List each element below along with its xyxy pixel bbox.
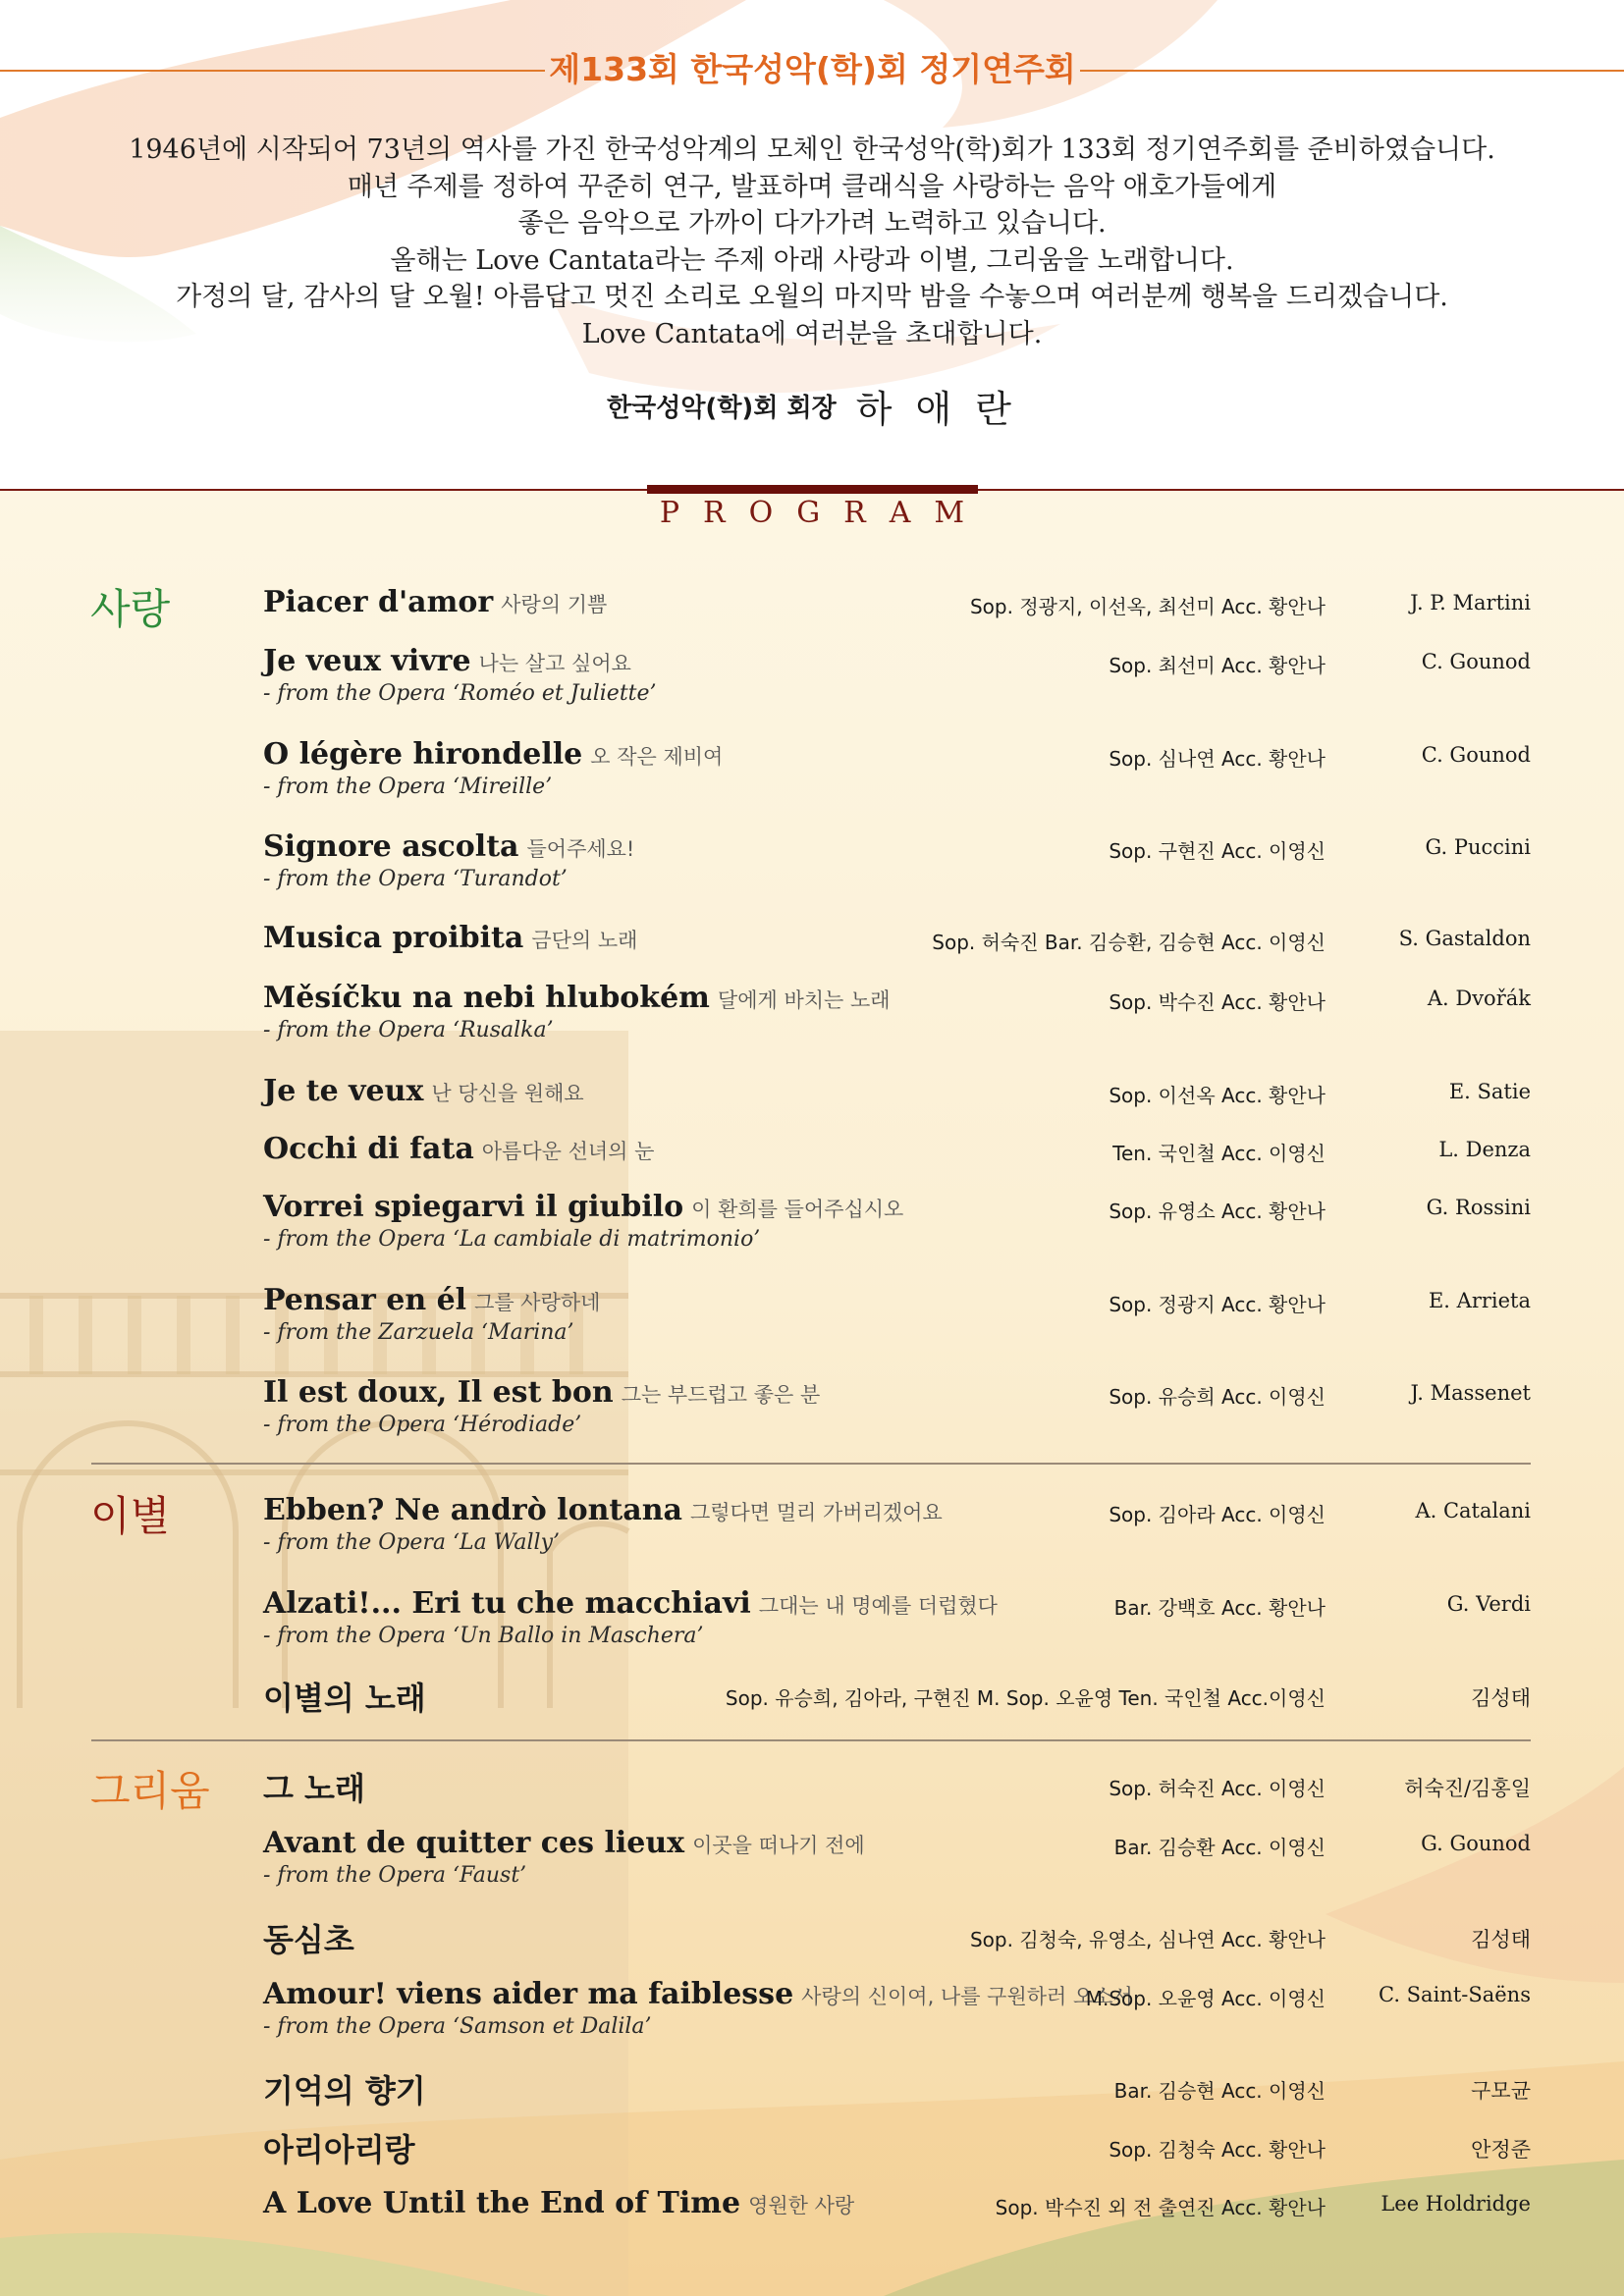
piece-korean-title: 아름다운 선녀의 눈 [481,1140,655,1163]
program-entry [0,2186,1624,2265]
program-entry [0,1493,1624,1572]
piece-korean-title: 이 환희를 들어주십시오 [691,1198,904,1221]
program-entry [0,644,1624,722]
performers: Bar. 강백호 Acc. 황안나 [1113,1596,1326,1620]
section-label: 사랑 [90,585,171,633]
intro-paragraph [98,132,1526,352]
intro-line: 좋은 음악으로 가까이 다가가려 노력하고 있습니다. [517,208,1107,239]
piece-title: 동심초 [263,1921,354,1958]
piece-title: Musica proibita [263,921,524,955]
piece-source: - from the Opera ‘Samson et Dalila’ [263,2014,652,2039]
composer: 구모균 [1471,2079,1531,2103]
composer: J. P. Martini [1410,591,1531,614]
piece-title-line [263,1764,365,1809]
program-entry [0,1977,1624,2056]
piece-title: Alzati!... Eri tu che macchiavi [263,1586,751,1621]
program-entry [0,737,1624,816]
performers: Sop. 박수진 Acc. 황안나 [1109,990,1326,1014]
piece-source: - from the Zarzuela ‘Marina’ [263,1320,574,1345]
composer: 김성태 [1471,1928,1531,1951]
piece-title: O légère hirondelle [263,737,583,772]
piece-title-line [263,921,637,955]
piece-title-line [263,585,607,619]
intro-line: 매년 주제를 정하여 꾸준히 연구, 발표하며 클래식을 사랑하는 음악 애호가들에게 [347,171,1277,202]
piece-korean-title: 금단의 노래 [531,929,638,952]
piece-title-line [263,1190,903,1224]
composer: 김성태 [1471,1686,1531,1710]
piece-korean-title: 들어주세요! [526,837,635,861]
piece-title-line [263,644,631,678]
piece-source: - from the Opera ‘Faust’ [263,1863,527,1888]
piece-korean-title: 사랑의 기쁨 [501,593,608,616]
program-heading: PROGRAM [659,496,989,530]
section-divider [91,1463,1531,1465]
performers: Sop. 박수진 외 전 출연진 Acc. 황안나 [995,2196,1326,2219]
piece-title: Je te veux [263,1074,424,1108]
intro-line: Love Cantata에 여러분을 초대합니다. [581,318,1043,349]
piece-title-line [263,1074,584,1108]
performers: Sop. 허숙진 Bar. 김승환, 김승현 Acc. 이영신 [932,931,1326,954]
piece-title-line [263,829,634,864]
piece-title-line [263,1977,1133,2011]
composer: J. Massenet [1410,1381,1531,1405]
piece-source: - from the Opera ‘Rusalka’ [263,1018,554,1042]
composer: E. Arrieta [1428,1289,1531,1312]
section-label: 이별 [90,1492,171,1540]
piece-title-line [263,1586,998,1621]
piece-title: Pensar en él [263,1283,467,1317]
program-entry [0,1677,1624,1755]
piece-title: 그 노래 [263,1770,365,1807]
piece-title-line [263,2066,426,2111]
piece-title: Ebben? Ne andrò lontana [263,1493,682,1527]
performers: Sop. 김청숙, 유영소, 심나연 Acc. 황안나 [969,1928,1326,1951]
piece-title-line [263,1375,820,1410]
piece-source: - from the Opera ‘Un Ballo in Maschera’ [263,1624,704,1648]
piece-source: - from the Opera ‘La Wally’ [263,1530,560,1555]
piece-title: 기억의 향기 [263,2072,426,2109]
performers: Bar. 김승환 Acc. 이영신 [1113,1836,1326,1859]
program-entry [0,981,1624,1059]
title-rule-right [1080,70,1624,72]
program-accent-bar [647,485,978,494]
piece-title: Occhi di fata [263,1132,474,1166]
composer: A. Catalani [1415,1499,1531,1522]
performers: Sop. 심나연 Acc. 황안나 [1109,747,1326,771]
piece-korean-title: 그를 사랑하네 [474,1291,601,1314]
piece-title: Je veux vivre [263,644,471,678]
composer: G. Verdi [1446,1592,1531,1616]
intro-line: 가정의 달, 감사의 달 오월! 아름답고 멋진 소리로 오월의 마지막 밤을 수놓으며 여러분께 행복을 드리겠습니다. [176,282,1448,312]
piece-title: Signore ascolta [263,829,519,864]
intro-line: 1946년에 시작되어 73년의 역사를 가진 한국성악계의 모체인 한국성악(학)회가 133회 정기연주회를 준비하였습니다. [129,134,1495,165]
piece-korean-title: 오 작은 제비여 [590,745,724,769]
performers: Sop. 유승희 Acc. 이영신 [1109,1385,1326,1409]
president-name: 하 애 란 [855,388,1018,431]
composer: C. Gounod [1421,743,1531,767]
piece-korean-title: 그대는 내 명예를 더럽혔다 [758,1594,998,1618]
piece-title: Amour! viens aider ma faiblesse [263,1977,794,2011]
piece-title: A Love Until the End of Time [263,2186,741,2220]
performers: Sop. 유승희, 김아라, 구현진 M. Sop. 오윤영 Ten. 국인철 Acc.이영신 [725,1686,1326,1710]
piece-title-line [263,981,891,1015]
piece-korean-title: 그는 부드럽고 좋은 분 [621,1383,821,1407]
composer: A. Dvořák [1427,987,1531,1010]
composer: S. Gastaldon [1398,927,1531,950]
composer: E. Satie [1448,1080,1531,1103]
piece-title: Il est doux, Il est bon [263,1375,614,1410]
piece-source: - from the Opera ‘Roméo et Juliette’ [263,681,657,706]
concert-title: 제133회 한국성악(학)회 정기연주회 [549,50,1076,88]
president-role: 한국성악(학)회 회장 [606,394,837,423]
composer: G. Rossini [1426,1196,1531,1219]
composer: 안정준 [1471,2138,1531,2162]
composer: Lee Holdridge [1380,2192,1531,2216]
performers: Sop. 정광지 Acc. 황안나 [1109,1293,1326,1316]
piece-title-line [263,737,723,772]
title-row [0,44,1624,93]
program-entry [0,1375,1624,1454]
performers: Sop. 김청숙 Acc. 황안나 [1109,2138,1326,2162]
composer: L. Denza [1438,1138,1531,1161]
section-label: 그리움 [90,1767,210,1815]
president-signature [0,379,1624,433]
performers: M.Sop. 오윤영 Acc. 이영신 [1085,1987,1326,2010]
piece-title: Avant de quitter ces lieux [263,1826,685,1860]
performers: Ten. 국인철 Acc. 이영신 [1112,1142,1326,1165]
performers: Sop. 최선미 Acc. 황안나 [1109,654,1326,677]
composer: C. Saint-Saëns [1379,1983,1531,2006]
piece-korean-title: 그렇다면 멀리 가버리겠어요 [689,1501,943,1524]
piece-title: Měsíčku na nebi hlubokém [263,981,710,1015]
piece-title-line [263,1826,865,1860]
performers: Sop. 정광지, 이선옥, 최선미 Acc. 황안나 [969,595,1326,618]
piece-korean-title: 이곳을 떠나기 전에 [692,1834,865,1857]
piece-title: Vorrei spiegarvi il giubilo [263,1190,684,1224]
piece-source: - from the Opera ‘Hérodiade’ [263,1413,582,1437]
piece-source: - from the Opera ‘Mireille’ [263,774,553,799]
piece-title-line [263,1283,600,1317]
intro-line: 올해는 Love Cantata라는 주제 아래 사랑과 이별, 그리움을 노래합니다. [390,244,1234,276]
performers: Sop. 이선옥 Acc. 황안나 [1109,1084,1326,1107]
performers: Sop. 구현진 Acc. 이영신 [1109,839,1326,863]
program-entry [0,829,1624,908]
program-entry [0,1190,1624,1268]
section-divider [91,1739,1531,1741]
performers: Bar. 김승현 Acc. 이영신 [1113,2079,1326,2103]
program-entry [0,1586,1624,1665]
piece-title: 이별의 노래 [263,1680,426,1717]
title-rule-left [0,70,545,72]
piece-source: - from the Opera ‘Turandot’ [263,867,568,891]
piece-title-line [263,1132,654,1166]
performers: Sop. 허숙진 Acc. 이영신 [1109,1777,1326,1800]
piece-korean-title: 달에게 바치는 노래 [717,988,891,1012]
piece-korean-title: 사랑의 신이여, 나를 구원하러 오소서 [801,1985,1133,2008]
piece-korean-title: 나는 살고 싶어요 [478,652,631,675]
performers: Sop. 김아라 Acc. 이영신 [1109,1503,1326,1526]
piece-title-line [263,1674,426,1719]
composer: G. Puccini [1425,835,1531,859]
piece-title-line [263,2186,854,2220]
performers: Sop. 유영소 Acc. 황안나 [1109,1200,1326,1223]
piece-korean-title: 영원한 사랑 [748,2194,855,2217]
composer: G. Gounod [1421,1832,1531,1855]
composer: 허숙진/김홍일 [1404,1777,1531,1800]
composer: C. Gounod [1421,650,1531,673]
piece-title: 아리아리랑 [263,2131,415,2168]
piece-title-line [263,1493,943,1527]
program-entry [0,1283,1624,1362]
piece-title-line [263,1915,354,1960]
piece-title-line [263,2125,415,2170]
piece-title: Piacer d'amor [263,585,494,619]
program-entry [0,1826,1624,1904]
piece-source: - from the Opera ‘La cambiale di matrimonio’ [263,1227,761,1252]
piece-korean-title: 난 당신을 원해요 [431,1082,584,1105]
